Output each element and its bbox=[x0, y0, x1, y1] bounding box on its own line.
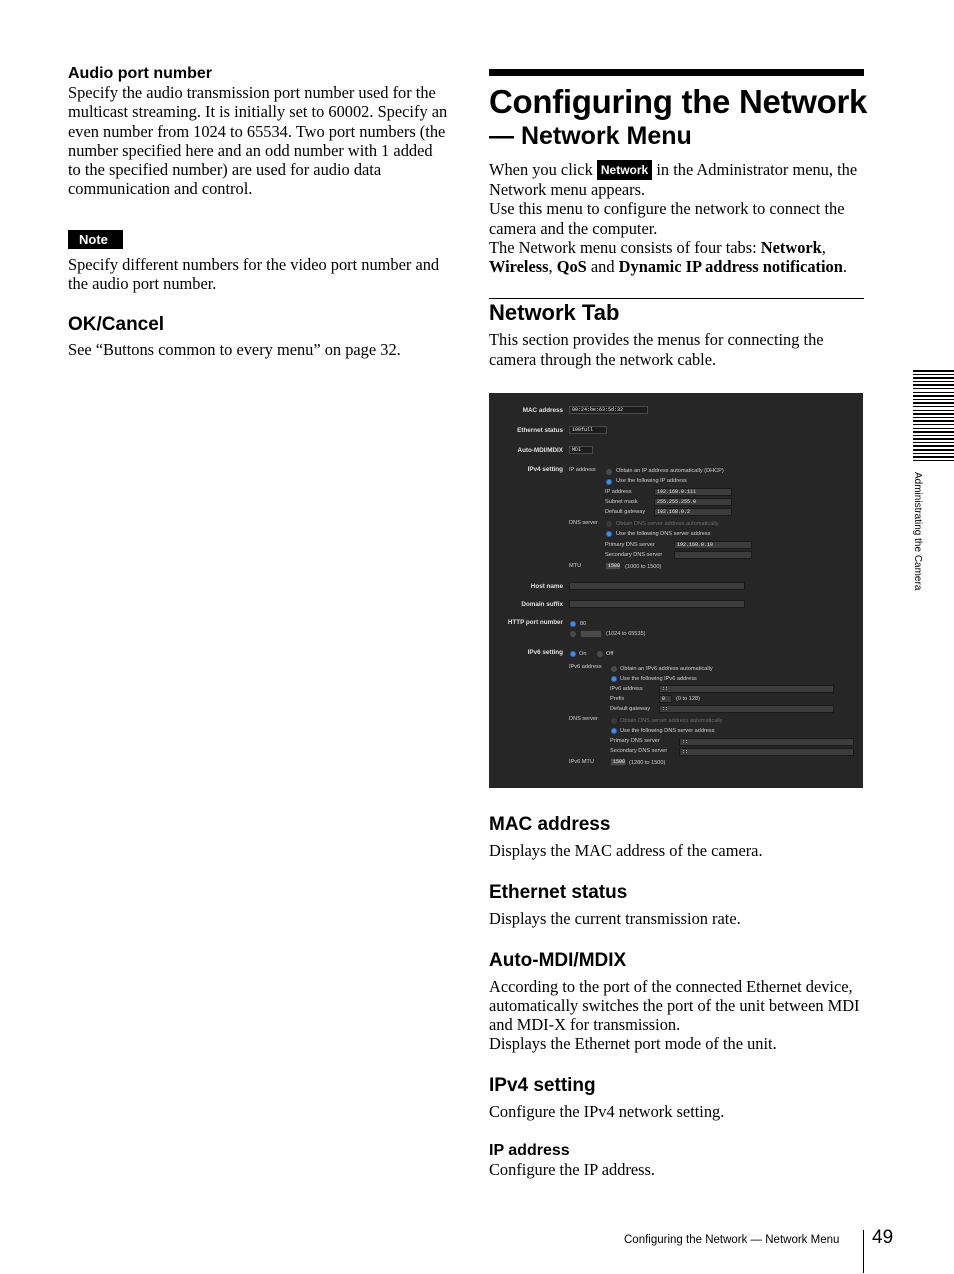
prefix-label: Prefix bbox=[610, 696, 625, 702]
dns-static-option-label: Use the following DNS server address bbox=[616, 531, 711, 537]
network-tab-screenshot bbox=[489, 393, 863, 788]
tab-name-wireless: Wireless bbox=[489, 257, 549, 277]
footer-title: Configuring the Network — Network Menu bbox=[624, 1234, 840, 1246]
ipv4-setting-heading: IPv4 setting bbox=[489, 1074, 596, 1096]
ip-address-text: Configure the IP address. bbox=[489, 1160, 655, 1180]
network-tab-text: This section provides the menus for connecting the camera through the network cable. bbox=[489, 330, 824, 369]
ipv4-setting-label: IPv4 setting bbox=[527, 466, 563, 473]
http-port-custom-input[interactable] bbox=[580, 630, 602, 638]
dhcp-radio[interactable] bbox=[606, 469, 612, 475]
conjunction: and bbox=[590, 257, 615, 277]
prefix-range: (0 to 128) bbox=[676, 696, 700, 702]
tab-name-network: Network bbox=[760, 237, 822, 257]
mac-address-label: MAC address bbox=[522, 407, 563, 414]
subnet-label: Subnet mask bbox=[605, 499, 638, 505]
ok-cancel-text: See “Buttons common to every menu” on page 32. bbox=[68, 340, 401, 360]
primary-dns-label: Primary DNS server bbox=[605, 542, 655, 548]
ipv6-mtu-label: IPv6 MTU bbox=[569, 759, 594, 765]
ipv6-gateway-input[interactable]: :: bbox=[659, 705, 834, 713]
secondary-dns-label: Secondary DNS server bbox=[605, 552, 663, 558]
separator: , bbox=[548, 257, 553, 277]
domain-suffix-label: Domain suffix bbox=[521, 601, 563, 608]
network-tab-heading: Network Tab bbox=[489, 300, 620, 326]
ipv6-secondary-dns-input[interactable]: :: bbox=[679, 748, 854, 756]
static-ip-radio[interactable] bbox=[606, 479, 612, 485]
host-name-label: Host name bbox=[530, 583, 563, 590]
ipv4-setting-text: Configure the IPv4 network setting. bbox=[489, 1101, 725, 1121]
http-port-default-radio[interactable] bbox=[570, 621, 576, 627]
page-number: 49 bbox=[872, 1227, 894, 1248]
http-port-default-value: 80 bbox=[580, 621, 587, 627]
secondary-dns-input[interactable] bbox=[674, 551, 752, 559]
intro-paragraph-2: Use this menu to configure the network to connect the camera and the computer. bbox=[489, 199, 845, 238]
intro-text: The Network menu consists of four tabs: bbox=[489, 237, 757, 257]
mac-address-text: Displays the MAC address of the camera. bbox=[489, 841, 763, 860]
auto-mdi-label: Auto-MDI/MDIX bbox=[517, 447, 563, 454]
ipv6-dns-static-option-label: Use the following DNS server address bbox=[620, 728, 715, 734]
ipv6-mtu-range: (1280 to 1500) bbox=[629, 760, 666, 766]
static-ip-option-label: Use the following IP address bbox=[616, 478, 687, 484]
http-port-range: (1024 to 65535) bbox=[606, 631, 646, 637]
http-port-custom-radio[interactable] bbox=[570, 631, 576, 637]
ipv6-dns-auto-option-label: Obtain DNS server address automatically bbox=[620, 718, 723, 724]
period: . bbox=[842, 257, 847, 277]
network-menu-badge: Network bbox=[597, 160, 652, 180]
auto-mdi-text-2: Displays the Ethernet port mode of the unit. bbox=[489, 1034, 777, 1054]
page-title: Configuring the Network bbox=[489, 83, 868, 120]
ipv6-on-radio[interactable] bbox=[570, 651, 576, 657]
default-gateway-input[interactable]: 192.168.0.2 bbox=[654, 508, 732, 516]
intro-text: in the Administrator menu, the Network menu appears. bbox=[489, 160, 858, 199]
ethernet-status-heading: Ethernet status bbox=[489, 882, 628, 904]
ethernet-status-value: 100full bbox=[569, 426, 607, 434]
side-tab-bars bbox=[913, 370, 954, 463]
tab-name-qos: QoS bbox=[556, 257, 587, 277]
ipv6-addr-label: IPv6 address bbox=[610, 686, 643, 692]
left-column bbox=[68, 64, 448, 360]
ipv6-gateway-label: Default gateway bbox=[610, 706, 651, 712]
primary-dns-input[interactable]: 192.168.0.10 bbox=[674, 541, 752, 549]
ipv6-dns-auto-radio[interactable] bbox=[611, 718, 617, 724]
ipv6-auto-option-label: Obtain an IPv6 address automatically bbox=[620, 666, 713, 672]
ipv6-static-option-label: Use the following IPv6 address bbox=[620, 676, 697, 682]
side-tab-label: Administrating the Camera bbox=[912, 472, 923, 591]
note-text: Specify different numbers for the video port number and the audio port number. bbox=[68, 254, 440, 294]
ip-address-input[interactable]: 192.168.0.111 bbox=[654, 488, 732, 496]
ipv6-address-group-label: IPv6 address bbox=[569, 664, 602, 670]
ipv6-primary-dns-input[interactable]: :: bbox=[679, 738, 854, 746]
ipv6-setting-label: IPv6 setting bbox=[527, 649, 563, 656]
ipv6-secondary-dns-label: Secondary DNS server bbox=[610, 748, 668, 754]
dhcp-option-label: Obtain an IP address automatically (DHCP) bbox=[616, 468, 724, 474]
subnet-mask-input[interactable]: 255.255.255.0 bbox=[654, 498, 732, 506]
auto-mdi-text: According to the port of the connected Ethernet device, automatically switches the port of the unit between MDI and MDI-X for transmission. bbox=[489, 976, 860, 1035]
ip-address-heading: IP address bbox=[489, 1142, 570, 1160]
audio-port-text: Specify the audio transmission port number used for the multicast streaming. It is initially set to 60002. Specify an even number from 1024 to 65534. Two port numbers (the number specified here and an odd number with 1 added to the specified number) are used for audio data communication and control. bbox=[68, 83, 448, 199]
ipv6-dns-static-radio[interactable] bbox=[611, 728, 617, 734]
ip-label: IP address bbox=[605, 489, 632, 495]
ipv6-static-radio[interactable] bbox=[611, 676, 617, 682]
note-badge: Note bbox=[68, 230, 123, 249]
ipv6-dns-label: DNS server bbox=[569, 716, 598, 722]
title-rule bbox=[489, 69, 864, 76]
section-rule bbox=[489, 298, 864, 299]
field-descriptions bbox=[489, 814, 869, 1179]
ipv6-mtu-input[interactable]: 1500 bbox=[610, 758, 626, 766]
dns-auto-radio[interactable] bbox=[606, 521, 612, 527]
mtu-range: (1000 to 1500) bbox=[625, 564, 662, 570]
auto-mdi-heading: Auto-MDI/MDIX bbox=[489, 949, 627, 971]
intro-paragraph-1 bbox=[489, 160, 864, 199]
mtu-label: MTU bbox=[569, 563, 582, 569]
footer-divider bbox=[863, 1230, 864, 1273]
ipv4-dns-label: DNS server bbox=[569, 520, 598, 526]
mtu-input[interactable]: 1500 bbox=[605, 562, 621, 570]
gateway-label: Default gateway bbox=[605, 509, 646, 515]
intro-paragraph-3 bbox=[489, 238, 864, 277]
ipv6-auto-radio[interactable] bbox=[611, 666, 617, 672]
ethernet-status-label: Ethernet status bbox=[517, 427, 563, 434]
audio-port-heading: Audio port number bbox=[68, 65, 212, 82]
auto-mdi-value: MDI bbox=[569, 446, 593, 454]
page-subtitle: — Network Menu bbox=[489, 122, 692, 150]
right-column bbox=[489, 69, 868, 369]
ipv6-off-label: Off bbox=[606, 651, 614, 657]
separator: , bbox=[821, 237, 826, 257]
ipv6-off-radio[interactable] bbox=[597, 651, 603, 657]
host-name-input[interactable] bbox=[569, 582, 745, 590]
mac-address-value: 00:24:be:63:5d:32 bbox=[569, 406, 648, 414]
mac-address-heading: MAC address bbox=[489, 814, 611, 835]
http-port-label: HTTP port number bbox=[507, 619, 563, 626]
ipv6-on-label: On bbox=[579, 651, 587, 657]
dns-auto-option-label: Obtain DNS server address automatically bbox=[616, 521, 719, 527]
dns-static-radio[interactable] bbox=[606, 531, 612, 537]
domain-suffix-input[interactable] bbox=[569, 600, 745, 608]
tab-name-dynamic-ip: Dynamic IP address notification bbox=[618, 257, 843, 277]
prefix-input[interactable]: 0 bbox=[659, 695, 672, 703]
ipv6-address-input[interactable]: :: bbox=[659, 685, 834, 693]
intro-text: When you click bbox=[489, 160, 593, 179]
ipv4-ip-address-label: IP address bbox=[569, 467, 596, 473]
ok-cancel-heading: OK/Cancel bbox=[68, 314, 165, 336]
ipv6-primary-dns-label: Primary DNS server bbox=[610, 738, 660, 744]
ethernet-status-text: Displays the current transmission rate. bbox=[489, 909, 741, 929]
